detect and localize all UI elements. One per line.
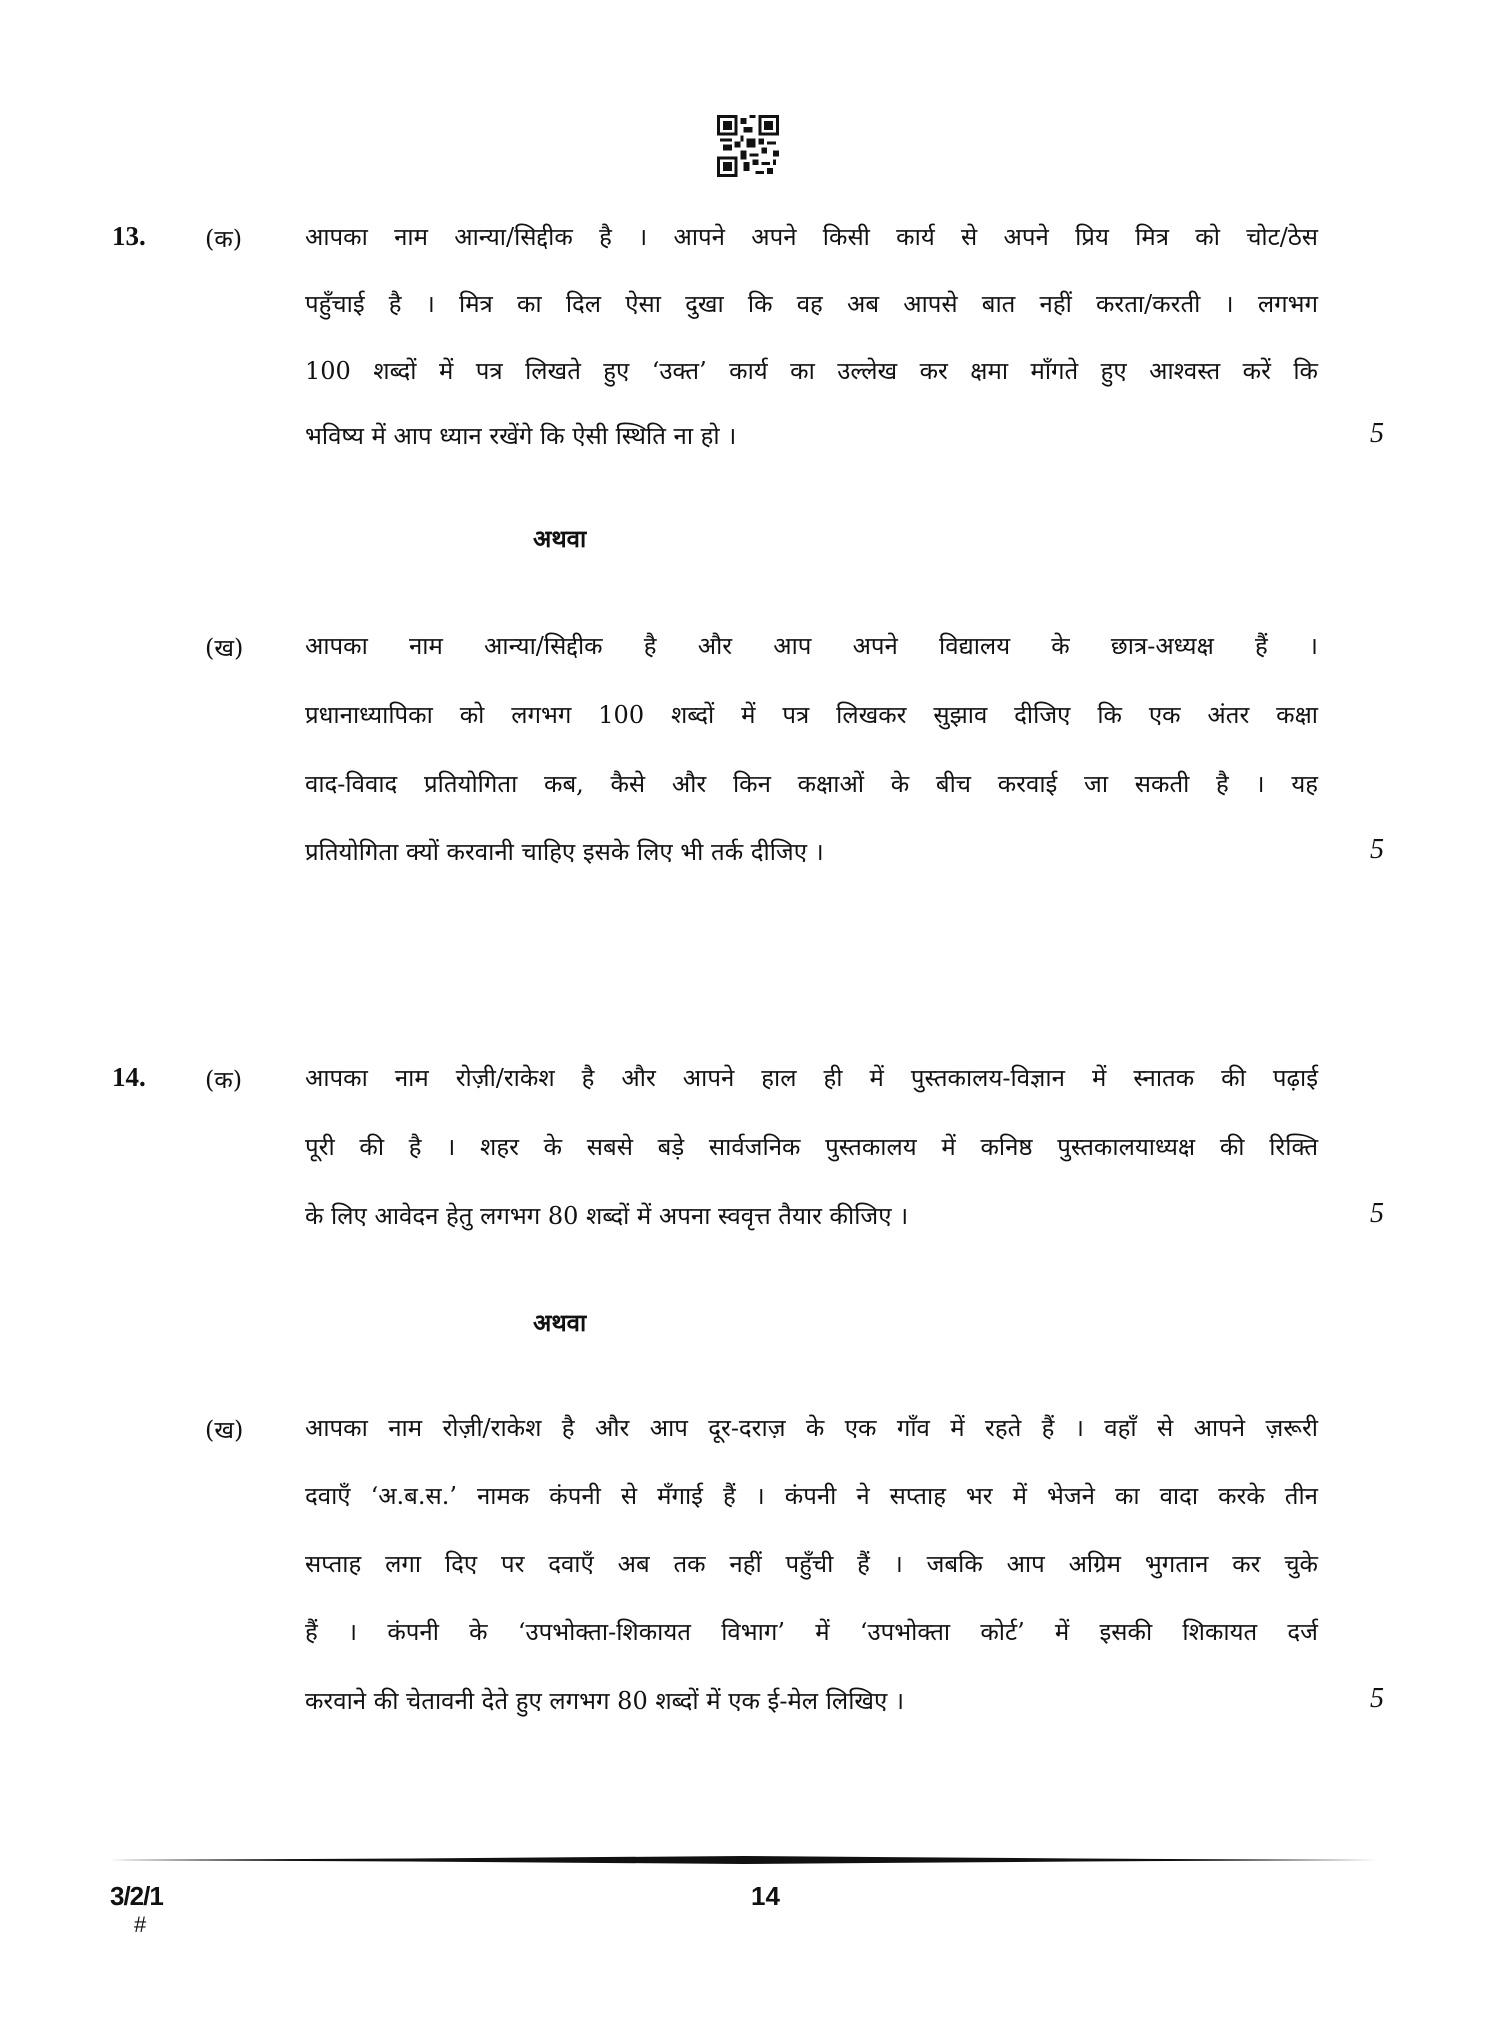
question-text-line: प्रधानाध्यापिका को लगभग 100 शब्दों में पत्र लिखकर सुझाव दीजिए कि एक अंतर कक्षा xyxy=(305,701,1318,729)
question-text-line: हैं । कंपनी के ‘उपभोक्ता-शिकायत विभाग’ में ‘उपभोक्ता कोर्ट’ में इसकी शिकायत दर्ज xyxy=(305,1618,1318,1646)
marks: 5 xyxy=(1370,1683,1384,1714)
question-text-line: करवाने की चेतावनी देते हुए लगभग 80 शब्दों में एक ई-मेल लिखिए । xyxy=(305,1687,905,1715)
question-text-line: पहुँचाई है । मित्र का दिल ऐसा दुखा कि वह अब आपसे बात नहीं करता/करती । लगभग xyxy=(305,290,1318,318)
question-text-line: पूरी की है । शहर के सबसे बड़े सार्वजनिक पुस्तकालय में कनिष्ठ पुस्तकालयाध्यक्ष की रिक्ति xyxy=(305,1133,1318,1161)
footer-divider xyxy=(110,1855,1378,1865)
or-heading: अथवा xyxy=(533,1308,587,1337)
question-text-line: आपका नाम आन्या/सिद्दीक है और आप अपने विद्यालय के छात्र-अध्यक्ष हैं । xyxy=(305,632,1318,660)
question-text-line: दवाएँ ‘अ.ब.स.’ नामक कंपनी से मँगाई हैं । कंपनी ने सप्ताह भर में भेजने का वादा करके तीन xyxy=(305,1482,1318,1510)
question-text-line: भविष्य में आप ध्यान रखेंगे कि ऐसी स्थिति ना हो । xyxy=(305,422,737,450)
question-text-line: आपका नाम आन्या/सिद्दीक है । आपने अपने किसी कार्य से अपने प्रिय मित्र को चोट/ठेस xyxy=(305,223,1318,251)
or-heading: अथवा xyxy=(533,524,587,553)
question-text-line: आपका नाम रोज़ी/राकेश है और आप दूर-दराज़ के एक गाँव में रहते हैं । वहाँ से आपने ज़रूरी xyxy=(305,1414,1318,1442)
part-label: (ख) xyxy=(205,634,244,662)
question-text-line: सप्ताह लगा दिए पर दवाएँ अब तक नहीं पहुँची हैं । जबकि आप अग्रिम भुगतान कर चुके xyxy=(305,1550,1318,1578)
marks: 5 xyxy=(1370,834,1384,865)
marks: 5 xyxy=(1370,418,1384,449)
question-text-line: प्रतियोगिता क्यों करवानी चाहिए इसके लिए भी तर्क दीजिए । xyxy=(305,838,824,866)
question-text-line: के लिए आवेदन हेतु लगभग 80 शब्दों में अपना स्ववृत्त तैयार कीजिए । xyxy=(305,1202,909,1230)
marks: 5 xyxy=(1370,1198,1384,1229)
paper-code: 3/2/1 xyxy=(110,1881,163,1911)
qr-code-icon xyxy=(717,115,779,177)
question-number: 13. xyxy=(112,221,146,251)
page-number: 14 xyxy=(751,1881,780,1911)
question-text-line: आपका नाम रोज़ी/राकेश है और आपने हाल ही में पुस्तकालय-विज्ञान में स्नातक की पढ़ाई xyxy=(305,1064,1318,1092)
part-label: (क) xyxy=(205,1066,243,1094)
question-text-line: 100 शब्दों में पत्र लिखते हुए ‘उक्त’ कार्य का उल्लेख कर क्षमा माँगते हुए आश्वस्त करें कि xyxy=(305,357,1318,385)
part-label: (क) xyxy=(205,225,243,253)
question-number: 14. xyxy=(112,1062,146,1092)
question-text-line: वाद-विवाद प्रतियोगिता कब, कैसे और किन कक्षाओं के बीच करवाई जा सकती है । यह xyxy=(305,770,1318,798)
paper-symbol: # xyxy=(134,1912,147,1937)
part-label: (ख) xyxy=(205,1416,244,1444)
